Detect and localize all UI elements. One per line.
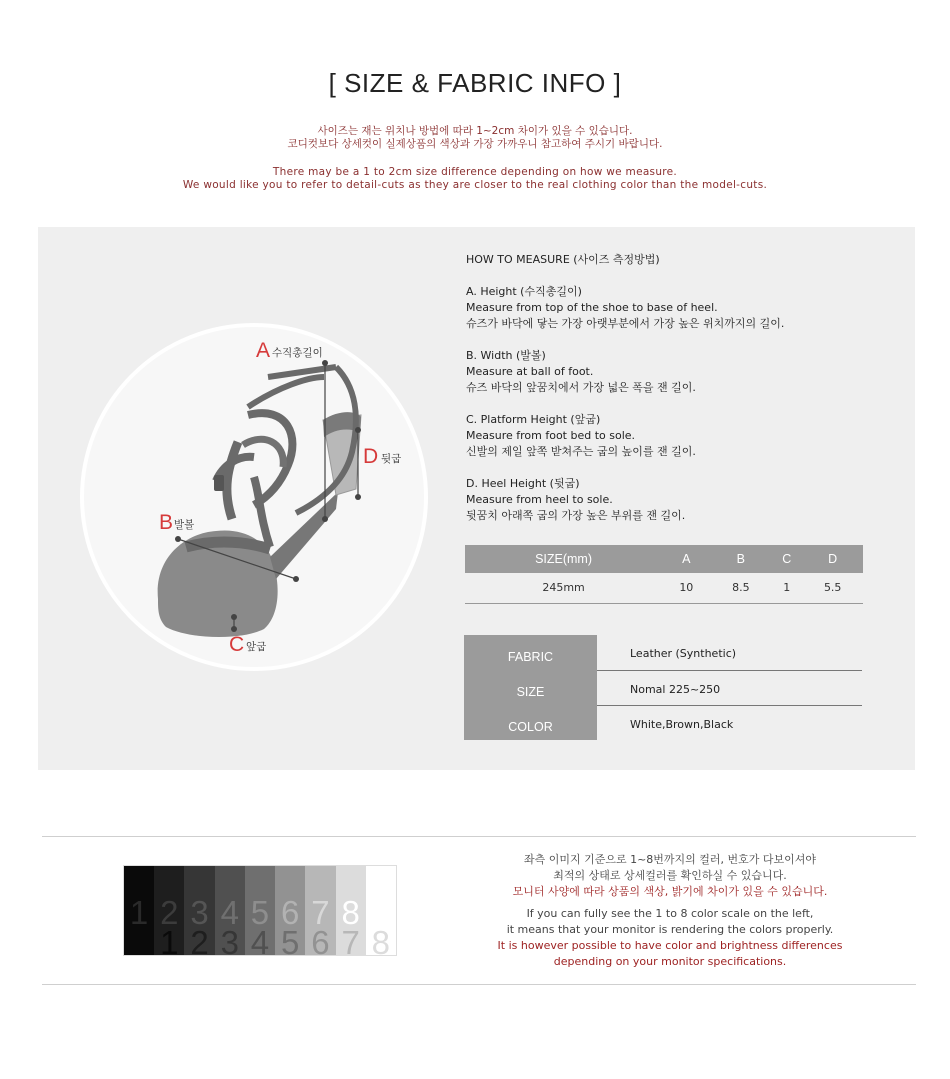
- notice-line: 코디컷보다 상세컷이 실제상품의 색상과 가장 가까우니 참고하여 주시기 바랍니다.: [287, 138, 663, 150]
- divider: [42, 984, 916, 985]
- monitor-notice: [430, 852, 910, 970]
- swatch-number-bottom: 8: [371, 924, 391, 955]
- color-swatch: [154, 866, 184, 955]
- color-swatch: [366, 866, 396, 955]
- monitor-color-scale: [123, 865, 397, 956]
- label-b-text: 발볼: [174, 519, 195, 531]
- size-table-header: C: [771, 545, 802, 573]
- swatch-number-top: 3: [190, 894, 209, 931]
- size-table: [465, 545, 863, 604]
- color-swatch: [215, 866, 245, 955]
- monitor-notice-warning: It is however possible to have color and brightness differences: [497, 939, 843, 952]
- size-notice-korean: [0, 125, 950, 151]
- swatch-number-top: 6: [281, 894, 300, 931]
- table-row: [464, 705, 862, 740]
- monitor-notice-line: it means that your monitor is rendering the colors properly.: [506, 923, 834, 936]
- measure-item-en: Measure from top of the shoe to base of heel.: [466, 301, 718, 314]
- swatch-number-bottom: 6: [311, 924, 330, 955]
- color-label: COLOR: [464, 705, 597, 740]
- swatch-number-top: 7: [311, 894, 330, 931]
- color-swatch: [336, 866, 366, 955]
- size-table-cell: 5.5: [802, 573, 863, 603]
- size-notice-english: [0, 166, 950, 192]
- swatch-number-bottom: 1: [160, 924, 179, 955]
- label-c-letter: C: [229, 633, 245, 656]
- size-table-header: B: [711, 545, 772, 573]
- size-table-cell: 1: [771, 573, 802, 603]
- swatch-number-bottom: 4: [250, 924, 270, 955]
- size-table-cell: 245mm: [465, 573, 662, 603]
- monitor-notice-line: 좌측 이미지 기준으로 1~8번까지의 컬러, 번호가 다보이셔야: [523, 853, 817, 866]
- measure-item-title: D. Heel Height (뒷굽): [466, 477, 580, 490]
- table-row: [464, 635, 862, 670]
- measure-item-ko: 뒷꿈치 아래쪽 굽의 가장 높은 부위를 잰 길이.: [466, 509, 686, 522]
- size-table-cell: 8.5: [711, 573, 772, 603]
- page-title: [ SIZE & FABRIC INFO ]: [328, 68, 622, 98]
- monitor-notice-warning: depending on your monitor specifications.: [553, 955, 787, 968]
- color-swatch: [275, 866, 305, 955]
- size-label: SIZE: [464, 670, 597, 705]
- swatch-number-top: 1: [129, 894, 149, 931]
- measure-item-en: Measure at ball of foot.: [466, 365, 594, 378]
- swatch-number-top: 5: [250, 894, 270, 931]
- label-c-text: 앞굽: [246, 641, 267, 653]
- label-b-letter: B: [159, 511, 174, 534]
- label-a-letter: A: [256, 339, 271, 362]
- how-to-measure: [466, 252, 886, 524]
- color-swatch: [305, 866, 335, 955]
- measure-item-ko: 슈즈 바닥의 앞꿈치에서 가장 넓은 폭을 잰 길이.: [466, 381, 696, 394]
- size-table-header-row: [465, 545, 863, 573]
- swatch-number-bottom: 2: [190, 924, 209, 955]
- measure-item-ko: 슈즈가 바닥에 닿는 가장 아랫부분에서 가장 높은 위치까지의 길이.: [466, 317, 785, 330]
- color-value: White,Brown,Black: [630, 717, 734, 731]
- fabric-value: Leather (Synthetic): [597, 635, 862, 670]
- label-a-text: 수직총길이: [272, 347, 323, 359]
- swatch-number-bottom: 3: [220, 924, 239, 955]
- measure-item-title: B. Width (발볼): [466, 349, 546, 362]
- monitor-notice-line: If you can fully see the 1 to 8 color scale on the left,: [526, 907, 814, 920]
- fabric-table: [464, 635, 862, 740]
- measure-heading: HOW TO MEASURE (사이즈 측정방법): [466, 253, 660, 266]
- color-swatch: [184, 866, 214, 955]
- sandal-illustration: [38, 227, 438, 770]
- size-table-cell: 10: [662, 573, 710, 603]
- size-table-header: SIZE(mm): [465, 545, 662, 573]
- measure-item-title: A. Height (수직총길이): [466, 285, 582, 298]
- color-swatch: [124, 866, 154, 955]
- label-d-text: 뒷굽: [381, 453, 402, 465]
- swatch-number-top: 8: [341, 894, 360, 931]
- measure-item-en: Measure from foot bed to sole.: [466, 429, 636, 442]
- table-row: [465, 573, 863, 603]
- notice-line: We would like you to refer to detail-cuts as they are closer to the real clothing color than the model-cuts.: [182, 179, 768, 191]
- size-value: Nomal 225~250: [597, 670, 862, 705]
- color-swatch: [245, 866, 275, 955]
- monitor-notice-warning: 모니터 사양에 따라 상품의 색상, 밝기에 차이가 있을 수 있습니다.: [512, 885, 828, 898]
- notice-line: 사이즈는 재는 위치나 방법에 따라 1~2cm 차이가 있을 수 있습니다.: [317, 125, 633, 137]
- swatch-number-top: 4: [220, 894, 239, 931]
- fabric-label: FABRIC: [464, 635, 597, 670]
- monitor-notice-line: 최적의 상태로 상세컬러를 확인하실 수 있습니다.: [553, 869, 787, 882]
- size-table-header: D: [802, 545, 863, 573]
- notice-line: There may be a 1 to 2cm size difference depending on how we measure.: [272, 166, 678, 178]
- measure-item-title: C. Platform Height (앞굽): [466, 413, 601, 426]
- swatch-number-top: 2: [160, 894, 179, 931]
- shoe-measurement-diagram: [38, 227, 438, 770]
- measure-item-en: Measure from heel to sole.: [466, 493, 613, 506]
- label-d-letter: D: [363, 445, 379, 468]
- size-table-header: A: [662, 545, 710, 573]
- table-row: [464, 670, 862, 705]
- swatch-number-bottom: 7: [341, 924, 360, 955]
- divider: [42, 836, 916, 837]
- swatch-number-bottom: 5: [281, 924, 300, 955]
- measure-item-ko: 신발의 제일 앞쪽 받쳐주는 굽의 높이를 잰 길이.: [466, 445, 696, 458]
